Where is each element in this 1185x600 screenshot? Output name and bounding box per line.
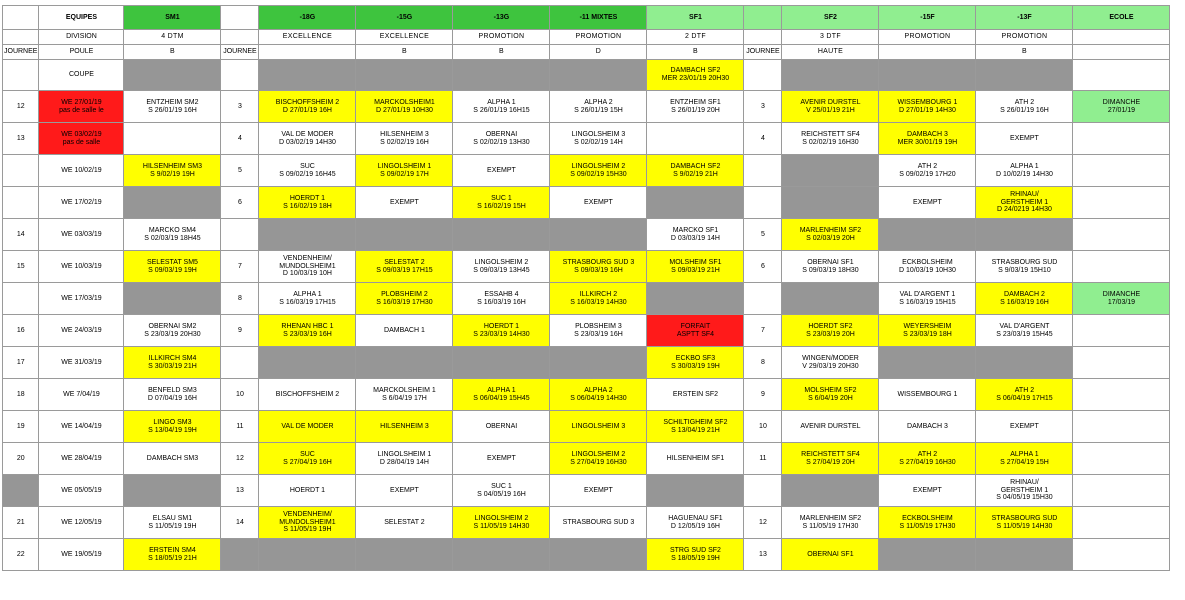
sf1-match[interactable]	[647, 187, 744, 219]
u15g-match[interactable]: SELESTAT 2 S 09/03/19 17H15	[356, 251, 453, 283]
u13g-match[interactable]: OBERNAI	[453, 411, 550, 443]
u13g-match[interactable]	[453, 219, 550, 251]
weekend-label[interactable]: WE 05/05/19	[39, 475, 124, 507]
journee-b[interactable]: 5	[744, 219, 782, 251]
cell[interactable]	[356, 60, 453, 91]
u18g-match[interactable]: VAL DE MODER	[259, 411, 356, 443]
u11-match[interactable]: PLOBSHEIM 3 S 23/03/19 16H	[550, 315, 647, 347]
cell[interactable]	[3, 60, 39, 91]
sf2-match[interactable]: OBERNAI SF1	[782, 539, 879, 571]
sm1-match[interactable]	[124, 475, 221, 507]
u11-match[interactable]	[550, 347, 647, 379]
team-header-sf1[interactable]: SF1	[647, 6, 744, 30]
u15g-match[interactable]: EXEMPT	[356, 475, 453, 507]
weekend-label[interactable]: WE 14/04/19	[39, 411, 124, 443]
journee-b[interactable]: 3	[744, 91, 782, 123]
sf2-match[interactable]: AVENIR DURSTEL V 25/01/19 21H	[782, 91, 879, 123]
division-sf2[interactable]: 3 DTF	[782, 30, 879, 45]
sm1-match[interactable]: DAMBACH SM3	[124, 443, 221, 475]
poule-label[interactable]: POULE	[39, 45, 124, 60]
ecole-cell[interactable]	[1073, 475, 1170, 507]
sf2-match[interactable]	[782, 283, 879, 315]
sf1-match[interactable]	[647, 123, 744, 155]
journee-b[interactable]: 9	[744, 379, 782, 411]
division-13g[interactable]: PROMOTION	[453, 30, 550, 45]
u18g-match[interactable]: SUC S 09/02/19 16H45	[259, 155, 356, 187]
cell[interactable]	[221, 30, 259, 45]
u13f-match[interactable]: DAMBACH 2 S 16/03/19 16H	[976, 283, 1073, 315]
week-row	[3, 251, 1170, 283]
u18g-match[interactable]	[259, 219, 356, 251]
journee-gen[interactable]: 14	[3, 219, 39, 251]
sm1-match[interactable]: LINGO SM3 S 13/04/19 19H	[124, 411, 221, 443]
poule-15f[interactable]	[879, 45, 976, 60]
sf1-match[interactable]: ERSTEIN SF2	[647, 379, 744, 411]
week-row	[3, 443, 1170, 475]
cell[interactable]	[124, 60, 221, 91]
u11-match[interactable]: EXEMPT	[550, 187, 647, 219]
sf1-match[interactable]	[647, 283, 744, 315]
journee-gen[interactable]	[3, 187, 39, 219]
u13f-match[interactable]	[976, 219, 1073, 251]
u15f-match[interactable]	[879, 347, 976, 379]
u18g-match[interactable]: VAL DE MODER D 03/02/19 14H30	[259, 123, 356, 155]
week-row	[3, 283, 1170, 315]
poule-13f[interactable]: B	[976, 45, 1073, 60]
sm1-match[interactable]: ERSTEIN SM4 S 18/05/19 21H	[124, 539, 221, 571]
weekend-label[interactable]: WE 28/04/19	[39, 443, 124, 475]
ecole-cell[interactable]	[1073, 187, 1170, 219]
sf2-match[interactable]	[782, 475, 879, 507]
sm1-match[interactable]	[124, 283, 221, 315]
journee-a[interactable]: 3	[221, 91, 259, 123]
u13f-match[interactable]: ALPHA 1 D 10/02/19 14H30	[976, 155, 1073, 187]
team-header-11mixtes[interactable]: -11 MIXTES	[550, 6, 647, 30]
weekend-label[interactable]: WE 24/03/19	[39, 315, 124, 347]
u15f-match[interactable]	[879, 539, 976, 571]
u13f-match[interactable]: STRASBOURG SUD S 11/05/19 14H30	[976, 507, 1073, 539]
cell[interactable]	[1073, 60, 1170, 91]
sf2-match[interactable]: WINGEN/MODER V 29/03/19 20H30	[782, 347, 879, 379]
week-row	[3, 539, 1170, 571]
ecole-cell[interactable]	[1073, 411, 1170, 443]
journee-a[interactable]: 9	[221, 315, 259, 347]
week-row	[3, 379, 1170, 411]
u13f-match[interactable]	[976, 347, 1073, 379]
u11-match[interactable]: EXEMPT	[550, 475, 647, 507]
u13f-match[interactable]: ATH 2 S 26/01/19 16H	[976, 91, 1073, 123]
journee-gen[interactable]: 12	[3, 91, 39, 123]
week-row	[3, 155, 1170, 187]
journee-a[interactable]: 11	[221, 411, 259, 443]
sf2-match[interactable]: REICHSTETT SF4 S 02/02/19 16H30	[782, 123, 879, 155]
u18g-match[interactable]: VENDENHEIM/ MUNDOLSHEIM1 S 11/05/19 19H	[259, 507, 356, 539]
cell[interactable]	[453, 60, 550, 91]
journee-b[interactable]	[744, 155, 782, 187]
cell[interactable]	[259, 60, 356, 91]
journee-a[interactable]: 13	[221, 475, 259, 507]
u11-match[interactable]: STRASBOURG SUD 3 S 09/03/19 16H	[550, 251, 647, 283]
u15g-match[interactable]: HILSENHEIM 3 S 02/02/19 16H	[356, 123, 453, 155]
u15g-match[interactable]: PLOBSHEIM 2 S 16/03/19 17H30	[356, 283, 453, 315]
cell[interactable]	[744, 60, 782, 91]
u13f-match[interactable]: RHINAU/ GERSTHEIM 1 D 24/0219 14H30	[976, 187, 1073, 219]
sf1-match[interactable]: SCHILTIGHEIM SF2 S 13/04/19 21H	[647, 411, 744, 443]
u15g-match[interactable]: LINGOLSHEIM 1 D 28/04/19 14H	[356, 443, 453, 475]
u15f-match[interactable]: EXEMPT	[879, 187, 976, 219]
journee-label[interactable]: JOURNEE	[221, 45, 259, 60]
sm1-match[interactable]: SELESTAT SM5 S 09/03/19 19H	[124, 251, 221, 283]
ecole-cell[interactable]	[1073, 315, 1170, 347]
cell[interactable]	[550, 60, 647, 91]
cell[interactable]	[3, 30, 39, 45]
ecole-cell[interactable]: DIMANCHE 27/01/19	[1073, 91, 1170, 123]
u13g-match[interactable]: ESSAHB 4 S 16/03/19 16H	[453, 283, 550, 315]
u15g-match[interactable]: MARCKOLSHEIM1 D 27/01/19 10H30	[356, 91, 453, 123]
division-sm1[interactable]: 4 DTM	[124, 30, 221, 45]
u15f-match[interactable]	[879, 219, 976, 251]
cell[interactable]	[879, 60, 976, 91]
poule-13g[interactable]: B	[453, 45, 550, 60]
team-header-ecole[interactable]: ECOLE	[1073, 6, 1170, 30]
division-label[interactable]: DIVISION	[39, 30, 124, 45]
weekend-label[interactable]: WE 10/03/19	[39, 251, 124, 283]
journee-gen[interactable]	[3, 475, 39, 507]
weekend-label[interactable]: WE 19/05/19	[39, 539, 124, 571]
journee-a[interactable]: 5	[221, 155, 259, 187]
cell[interactable]	[782, 60, 879, 91]
u15f-match[interactable]: ECKBOLSHEIM D 10/03/19 10H30	[879, 251, 976, 283]
sf1-match[interactable]: HILSENHEIM SF1	[647, 443, 744, 475]
sm1-match[interactable]	[124, 123, 221, 155]
week-row	[3, 315, 1170, 347]
ecole-cell[interactable]	[1073, 539, 1170, 571]
journee-b[interactable]: 7	[744, 315, 782, 347]
u11-match[interactable]: ILLKIRCH 2 S 16/03/19 14H30	[550, 283, 647, 315]
poule-sf1[interactable]: B	[647, 45, 744, 60]
journee-gen[interactable]: 13	[3, 123, 39, 155]
journee-a[interactable]: 8	[221, 283, 259, 315]
week-row	[3, 507, 1170, 539]
u13g-match[interactable]: SUC 1 S 04/05/19 16H	[453, 475, 550, 507]
sm1-match[interactable]: ILLKIRCH SM4 S 30/03/19 21H	[124, 347, 221, 379]
journee-b[interactable]: 11	[744, 443, 782, 475]
poule-ecole[interactable]	[1073, 45, 1170, 60]
journee-gen[interactable]: 19	[3, 411, 39, 443]
sm1-match[interactable]: ELSAU SM1 S 11/05/19 19H	[124, 507, 221, 539]
ecole-cell[interactable]: DIMANCHE 17/03/19	[1073, 283, 1170, 315]
sf2-match[interactable]: REICHSTETT SF4 S 27/04/19 20H	[782, 443, 879, 475]
sm1-match[interactable]: HILSENHEIM SM3 S 9/02/19 19H	[124, 155, 221, 187]
weekend-label[interactable]: WE 17/02/19	[39, 187, 124, 219]
journee-a[interactable]: 6	[221, 187, 259, 219]
u15f-match[interactable]: DAMBACH 3	[879, 411, 976, 443]
u13f-match[interactable]: STRASBOURG SUD S 9/03/19 15H10	[976, 251, 1073, 283]
journee-gen[interactable]: 20	[3, 443, 39, 475]
ecole-cell[interactable]	[1073, 155, 1170, 187]
u15g-match[interactable]: LINGOLSHEIM 1 S 09/02/19 17H	[356, 155, 453, 187]
u15f-match[interactable]: EXEMPT	[879, 475, 976, 507]
sm1-match[interactable]: OBERNAI SM2 S 23/03/19 20H30	[124, 315, 221, 347]
u13g-match[interactable]: SUC 1 S 16/02/19 15H	[453, 187, 550, 219]
coupe-label[interactable]: COUPE	[39, 60, 124, 91]
journee-a[interactable]	[221, 347, 259, 379]
u11-match[interactable]: LINGOLSHEIM 3	[550, 411, 647, 443]
u13f-match[interactable]	[976, 539, 1073, 571]
journee-gen[interactable]	[3, 155, 39, 187]
journee-gen[interactable]: 15	[3, 251, 39, 283]
poule-sm1[interactable]: B	[124, 45, 221, 60]
u13g-match[interactable]: EXEMPT	[453, 155, 550, 187]
ecole-cell[interactable]	[1073, 219, 1170, 251]
u15f-match[interactable]: ATH 2 S 09/02/19 17H20	[879, 155, 976, 187]
sf1-match[interactable]: ECKBO SF3 S 30/03/19 19H	[647, 347, 744, 379]
poule-sf2[interactable]: HAUTE	[782, 45, 879, 60]
journee-label[interactable]: JOURNEE	[744, 45, 782, 60]
week-row	[3, 123, 1170, 155]
weekend-label[interactable]: WE 31/03/19	[39, 347, 124, 379]
u13f-match[interactable]: EXEMPT	[976, 123, 1073, 155]
u15g-match[interactable]: MARCKOLSHEIM 1 S 6/04/19 17H	[356, 379, 453, 411]
journee-gen[interactable]	[3, 283, 39, 315]
u13g-match[interactable]: OBERNAI S 02/02/19 13H30	[453, 123, 550, 155]
sf1-match[interactable]: HAGUENAU SF1 D 12/05/19 16H	[647, 507, 744, 539]
u15f-match[interactable]: WISSEMBOURG 1 D 27/01/19 14H30	[879, 91, 976, 123]
journee-a[interactable]: 14	[221, 507, 259, 539]
journee-a[interactable]: 10	[221, 379, 259, 411]
u15g-match[interactable]: DAMBACH 1	[356, 315, 453, 347]
u18g-match[interactable]: ALPHA 1 S 16/03/19 17H15	[259, 283, 356, 315]
journee-b[interactable]: 4	[744, 123, 782, 155]
u18g-match[interactable]	[259, 347, 356, 379]
week-row	[3, 219, 1170, 251]
team-header-18g[interactable]: -18G	[259, 6, 356, 30]
coupe-sf1-cell[interactable]: DAMBACH SF2 MER 23/01/19 20H30	[647, 60, 744, 91]
ecole-cell[interactable]	[1073, 507, 1170, 539]
weekend-label[interactable]: WE 03/03/19	[39, 219, 124, 251]
u13g-match[interactable]: ALPHA 1 S 06/04/19 15H45	[453, 379, 550, 411]
u11-match[interactable]: LINGOLSHEIM 3 S 02/02/19 14H	[550, 123, 647, 155]
u18g-match[interactable]	[259, 539, 356, 571]
u13g-match[interactable]	[453, 347, 550, 379]
journee-b[interactable]	[744, 187, 782, 219]
journee-gen[interactable]: 17	[3, 347, 39, 379]
sm1-match[interactable]: BENFELD SM3 D 07/04/19 16H	[124, 379, 221, 411]
journee-b[interactable]: 6	[744, 251, 782, 283]
week-row	[3, 91, 1170, 123]
poule-11mixtes[interactable]: D	[550, 45, 647, 60]
poule-18g[interactable]	[259, 45, 356, 60]
journee-b[interactable]: 12	[744, 507, 782, 539]
cell[interactable]	[221, 60, 259, 91]
u15g-match[interactable]	[356, 347, 453, 379]
sf1-match[interactable]	[647, 475, 744, 507]
journee-gen[interactable]: 21	[3, 507, 39, 539]
cell[interactable]	[976, 60, 1073, 91]
week-row	[3, 411, 1170, 443]
journee-a[interactable]: 4	[221, 123, 259, 155]
u15g-match[interactable]: HILSENHEIM 3	[356, 411, 453, 443]
u15f-match[interactable]: ECKBOLSHEIM S 11/05/19 17H30	[879, 507, 976, 539]
u13g-match[interactable]: HOERDT 1 S 23/03/19 14H30	[453, 315, 550, 347]
coupe-row	[3, 60, 1170, 91]
sm1-match[interactable]: MARCKO SM4 S 02/03/19 18H45	[124, 219, 221, 251]
journee-b[interactable]	[744, 283, 782, 315]
ecole-cell[interactable]	[1073, 123, 1170, 155]
u15f-match[interactable]: ATH 2 S 27/04/19 16H30	[879, 443, 976, 475]
division-sf1[interactable]: 2 DTF	[647, 30, 744, 45]
u18g-match[interactable]: BISCHOFFSHEIM 2	[259, 379, 356, 411]
journee-label[interactable]: JOURNEE	[3, 45, 39, 60]
u15f-match[interactable]: WISSEMBOURG 1	[879, 379, 976, 411]
journee-gen[interactable]: 22	[3, 539, 39, 571]
journee-gen[interactable]: 18	[3, 379, 39, 411]
poule-15g[interactable]: B	[356, 45, 453, 60]
u15g-match[interactable]	[356, 539, 453, 571]
u11-match[interactable]: LINGOLSHEIM 2 S 09/02/19 15H30	[550, 155, 647, 187]
weekend-label[interactable]: WE 7/04/19	[39, 379, 124, 411]
team-header-sf2[interactable]: SF2	[782, 6, 879, 30]
journee-a[interactable]	[221, 219, 259, 251]
u13f-match[interactable]: ALPHA 1 S 27/04/19 15H	[976, 443, 1073, 475]
u18g-match[interactable]: HOERDT 1	[259, 475, 356, 507]
sf2-match[interactable]: HOERDT SF2 S 23/03/19 20H	[782, 315, 879, 347]
sm1-match[interactable]	[124, 187, 221, 219]
sf2-match[interactable]: OBERNAI SF1 S 09/03/19 18H30	[782, 251, 879, 283]
weekend-label[interactable]: WE 27/01/19 pas de salle le	[39, 91, 124, 123]
sf1-match[interactable]: MOLSHEIM SF1 S 09/03/19 21H	[647, 251, 744, 283]
sf1-match[interactable]: ENTZHEIM SF1 S 26/01/19 20H	[647, 91, 744, 123]
u13f-match[interactable]: RHINAU/ GERSTHEIM 1 S 04/05/19 15H30	[976, 475, 1073, 507]
team-header-15g[interactable]: -15G	[356, 6, 453, 30]
sf2-match[interactable]: MOLSHEIM SF2 S 6/04/19 20H	[782, 379, 879, 411]
header-row-teams	[3, 6, 1170, 30]
u18g-match[interactable]: RHENAN HBC 1 S 23/03/19 16H	[259, 315, 356, 347]
week-row	[3, 347, 1170, 379]
team-header-13g[interactable]: -13G	[453, 6, 550, 30]
ecole-cell[interactable]	[1073, 443, 1170, 475]
journee-b[interactable]: 8	[744, 347, 782, 379]
ecole-cell[interactable]	[1073, 251, 1170, 283]
journee-b[interactable]: 10	[744, 411, 782, 443]
cell[interactable]	[744, 30, 782, 45]
team-header-13f[interactable]: -13F	[976, 6, 1073, 30]
ecole-cell[interactable]	[1073, 379, 1170, 411]
sm1-match[interactable]: ENTZHEIM SM2 S 26/01/19 16H	[124, 91, 221, 123]
journee-b[interactable]: 13	[744, 539, 782, 571]
week-row	[3, 475, 1170, 507]
week-row	[3, 187, 1170, 219]
journee-a[interactable]	[221, 539, 259, 571]
sf1-match[interactable]: FORFAIT ASPTT SF4	[647, 315, 744, 347]
journee-a[interactable]: 12	[221, 443, 259, 475]
sf1-match[interactable]: MARCKO SF1 D 03/03/19 14H	[647, 219, 744, 251]
u15g-match[interactable]	[356, 219, 453, 251]
u18g-match[interactable]: VENDENHEIM/ MUNDOLSHEIM1 D 10/03/19 10H	[259, 251, 356, 283]
u11-match[interactable]: STRASBOURG SUD 3	[550, 507, 647, 539]
u13g-match[interactable]: ALPHA 1 S 26/01/19 16H15	[453, 91, 550, 123]
sf2-match[interactable]	[782, 155, 879, 187]
u15g-match[interactable]: EXEMPT	[356, 187, 453, 219]
weekend-label[interactable]: WE 10/02/19	[39, 155, 124, 187]
u13g-match[interactable]: LINGOLSHEIM 2 S 09/03/19 13H45	[453, 251, 550, 283]
division-ecole[interactable]	[1073, 30, 1170, 45]
division-15g[interactable]: EXCELLENCE	[356, 30, 453, 45]
division-18g[interactable]: EXCELLENCE	[259, 30, 356, 45]
ecole-cell[interactable]	[1073, 347, 1170, 379]
u11-match[interactable]: LINGOLSHEIM 2 S 27/04/19 16H30	[550, 443, 647, 475]
u18g-match[interactable]: BISCHOFFSHEIM 2 D 27/01/19 16H	[259, 91, 356, 123]
sf2-match[interactable]: MARLENHEIM SF2 S 11/05/19 17H30	[782, 507, 879, 539]
u11-match[interactable]: ALPHA 2 S 26/01/19 15H	[550, 91, 647, 123]
division-11mixtes[interactable]: PROMOTION	[550, 30, 647, 45]
journee-gen[interactable]: 16	[3, 315, 39, 347]
u11-match[interactable]	[550, 539, 647, 571]
schedule-table	[2, 5, 1170, 571]
weekend-label[interactable]: WE 12/05/19	[39, 507, 124, 539]
sf2-match[interactable]	[782, 187, 879, 219]
division-15f[interactable]: PROMOTION	[879, 30, 976, 45]
u11-match[interactable]: ALPHA 2 S 06/04/19 14H30	[550, 379, 647, 411]
sf2-match[interactable]: AVENIR DURSTEL	[782, 411, 879, 443]
weekend-label[interactable]: WE 03/02/19 pas de salle	[39, 123, 124, 155]
u13g-match[interactable]: EXEMPT	[453, 443, 550, 475]
u15f-match[interactable]: WEYERSHEIM S 23/03/19 18H	[879, 315, 976, 347]
u13f-match[interactable]: ATH 2 S 06/04/19 17H15	[976, 379, 1073, 411]
cell[interactable]	[3, 6, 39, 30]
u15f-match[interactable]: VAL D'ARGENT 1 S 16/03/19 15H15	[879, 283, 976, 315]
sf1-match[interactable]: DAMBACH SF2 S 9/02/19 21H	[647, 155, 744, 187]
u15f-match[interactable]: DAMBACH 3 MER 30/01/19 19H	[879, 123, 976, 155]
u13f-match[interactable]: VAL D'ARGENT S 23/03/19 15H45	[976, 315, 1073, 347]
cell[interactable]	[221, 6, 259, 30]
team-header-15f[interactable]: -15F	[879, 6, 976, 30]
sf1-match[interactable]: STRG SUD SF2 S 18/05/19 19H	[647, 539, 744, 571]
header-row-division	[3, 30, 1170, 45]
u15g-match[interactable]: SELESTAT 2	[356, 507, 453, 539]
weekend-label[interactable]: WE 17/03/19	[39, 283, 124, 315]
cell[interactable]	[744, 6, 782, 30]
journee-a[interactable]: 7	[221, 251, 259, 283]
u11-match[interactable]	[550, 219, 647, 251]
sf2-match[interactable]: MARLENHEIM SF2 S 02/03/19 20H	[782, 219, 879, 251]
u13g-match[interactable]	[453, 539, 550, 571]
division-13f[interactable]: PROMOTION	[976, 30, 1073, 45]
header-row-poule	[3, 45, 1170, 60]
u18g-match[interactable]: SUC S 27/04/19 16H	[259, 443, 356, 475]
u13g-match[interactable]: LINGOLSHEIM 2 S 11/05/19 14H30	[453, 507, 550, 539]
u13f-match[interactable]: EXEMPT	[976, 411, 1073, 443]
equipes-header[interactable]: EQUIPES	[39, 6, 124, 30]
team-header-sm1[interactable]: SM1	[124, 6, 221, 30]
u18g-match[interactable]: HOERDT 1 S 16/02/19 18H	[259, 187, 356, 219]
journee-b[interactable]	[744, 475, 782, 507]
